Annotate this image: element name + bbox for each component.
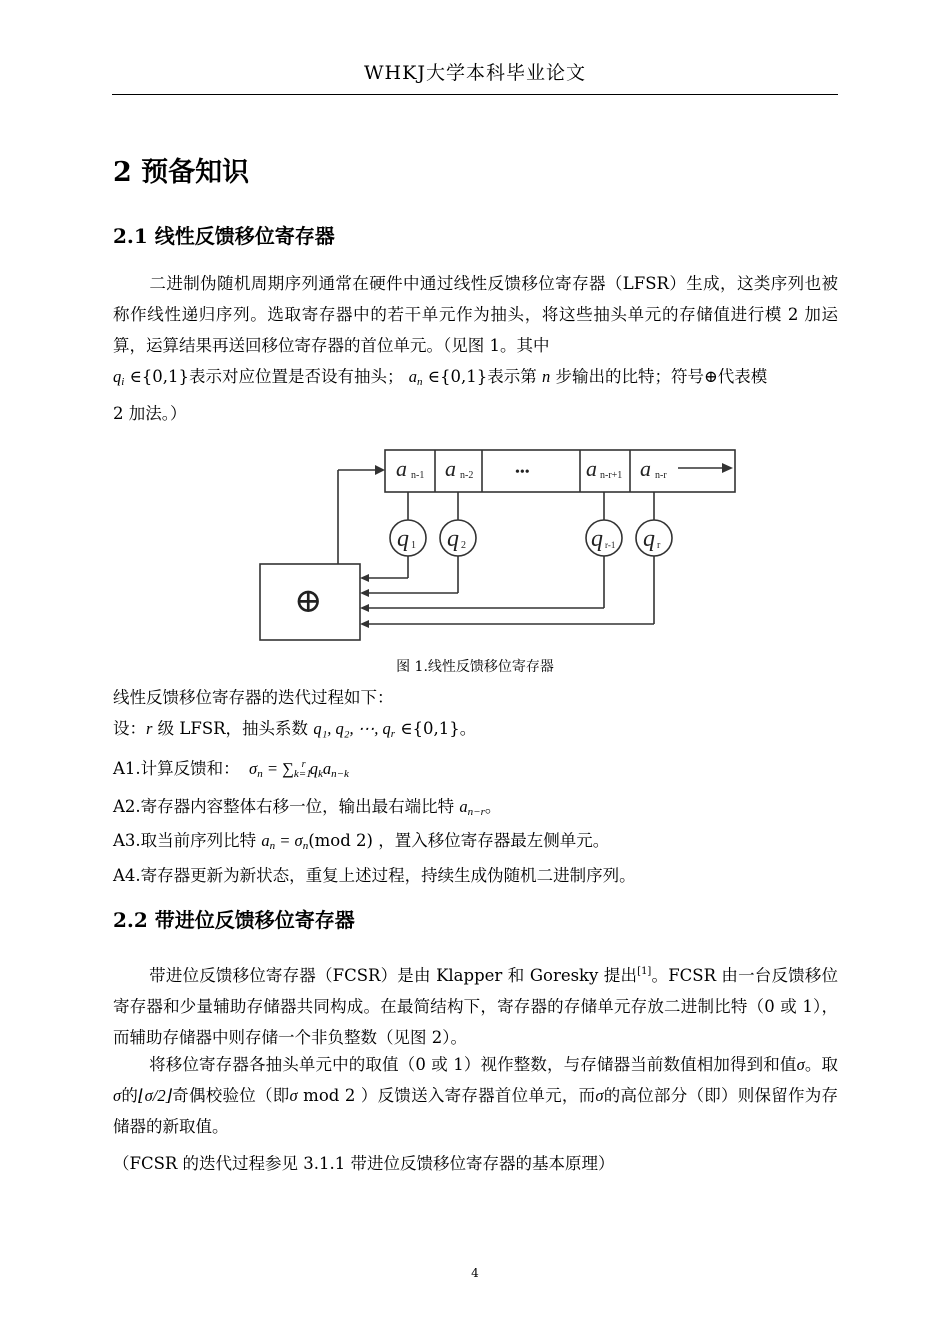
a-set: ∈{0,1}: [427, 367, 488, 386]
fcsr-p2c: 的: [121, 1086, 139, 1105]
step-a1-formula: $\sigma_n = \sum_{k=1}^r$ $q_ka_{n-k}$: [244, 759, 349, 780]
tap-sub-2: 2: [461, 540, 466, 551]
reference-1[interactable]: [1]: [637, 966, 652, 977]
setup-label: 设：: [113, 719, 146, 738]
q-desc: 表示对应位置是否设有抽头；: [189, 367, 404, 386]
cell-label-1: a: [396, 456, 407, 481]
cell-label-4: a: [640, 456, 651, 481]
fcsr-p2d: 奇偶校验位（即: [172, 1086, 290, 1105]
q-var: $q_i$: [113, 367, 125, 388]
cell-label-2: a: [445, 456, 456, 481]
xor-icon: ⊕: [294, 583, 323, 620]
fcsr-p2f: 的高位部分（即）则保留作为存储器的新取值。: [113, 1086, 839, 1136]
subsection-title-2-1: 2.1 线性反馈移位寄存器: [113, 224, 335, 248]
step-a3: A3.取当前序列比特 $a_n = \sigma_n(mod$ 2) ，置入移位寄存器最左侧单元。: [113, 831, 610, 852]
setup-text: 级 LFSR，抽头系数: [157, 719, 309, 738]
iteration-setup: [113, 715, 476, 740]
figure-1-caption: 图 1.线性反馈移位寄存器: [396, 659, 554, 675]
tap-label-4: q: [643, 526, 655, 552]
register-frame: [385, 450, 735, 492]
header-rule: [112, 94, 838, 95]
fcsr-paragraph-2: 将移位寄存器各抽头单元中的取值（0 或 1）视作整数，与存储器当前数值相加得到和值σ。取σ的⌊σ/2⌋奇偶校验位（即σ mod 2 ）反馈送入寄存器首位单元，而σ的高位部分（即）则保留作为存储器的新取值。: [113, 1055, 839, 1136]
a-desc: 表示第: [487, 367, 537, 386]
fcsr-note: （FCSR 的迭代过程参见 3.1.1 带进位反馈移位寄存器的基本原理）: [113, 1154, 615, 1173]
tap-label-1: q: [397, 526, 409, 552]
step-a3-end: ，置入移位寄存器最左侧单元。: [378, 831, 610, 850]
tap-sub-3: r-1: [605, 540, 616, 550]
step-a1-label: A1.计算反馈和：: [113, 759, 240, 778]
fcsr-p2a: 将移位寄存器各抽头单元中的取值（0 或 1）视作整数，与存储器当前数值相加得到和值: [149, 1055, 797, 1074]
q-set: ∈{0,1}: [129, 367, 190, 386]
a-var: $a_n$: [408, 367, 423, 388]
cell-ellipsis: •••: [515, 465, 530, 480]
lfsr-paragraph: [113, 268, 838, 429]
setup-vars: q₁, q₂, ⋯, $q_r$: [313, 719, 396, 740]
step-a3-label: A3.取当前序列比特: [113, 831, 257, 850]
tap-sub-4: r: [657, 540, 661, 551]
cell-sub-2: n-2: [460, 470, 474, 481]
lfsr-paragraph-end: 2 加法。）: [113, 404, 187, 423]
step-a2-var: $a_{n-r}$: [459, 797, 485, 818]
step-a2: A2.寄存器内容整体右移一位，输出最右端比特 $a_{n-r}$。: [113, 797, 502, 818]
subsection-title-2-2: 2.2 带进位反馈移位寄存器: [113, 908, 355, 932]
cell-sub-1: n-1: [411, 470, 425, 481]
lfsr-paragraph-text: 二进制伪随机周期序列通常在硬件中通过线性反馈移位寄存器（LFSR）生成，这类序列也被称作线性递归序列。选取寄存器中的若干单元作为抽头，将这些抽头单元的存储值进行模 2 加运算，运算结果再送回移位寄存器的首位单元。（见图 1。其中: [113, 274, 838, 355]
cell-sub-4: n-r: [655, 470, 667, 481]
cell-sub-3: n-r+1: [600, 470, 623, 481]
fcsr-paragraph-1: [113, 956, 838, 1053]
tap-sub-1: 1: [411, 540, 416, 551]
page-header: WHKJ大学本科毕业论文: [364, 62, 586, 84]
tap-label-2: q: [447, 526, 459, 552]
step-a3-formula: $a_n = \sigma_n$: [261, 831, 309, 852]
fcsr-p1a: 带进位反馈移位寄存器（FCSR）是由 Klapper 和 Goresky 提出: [149, 966, 638, 985]
step-a1: [113, 755, 349, 780]
fcsr-p1b: 。FCSR 由一台反馈移位寄存器和少量辅助存储器共同构成。在最简结构下，寄存器的存储单元存放二进制比特（0 或 1），而辅助存储器中则存储一个非负整数（见图 2）。: [113, 966, 838, 1047]
setup-end: ∈{0,1}。: [400, 719, 477, 738]
n-var: n: [541, 367, 551, 386]
step-a4: A4.寄存器更新为新状态，重复上述过程，持续生成伪随机二进制序列。: [113, 866, 636, 885]
lfsr-diagram: [258, 438, 758, 648]
iteration-intro: 线性反馈移位寄存器的迭代过程如下：: [113, 688, 394, 707]
fcsr-p2e: ）反馈送入寄存器首位单元，而: [360, 1086, 596, 1105]
step-a2-label: A2.寄存器内容整体右移一位，输出最右端比特: [113, 797, 455, 816]
a-desc-2: 步输出的比特；符号⊕代表模: [555, 367, 768, 386]
fcsr-p2b: 。取: [804, 1055, 838, 1074]
r-var: r: [146, 719, 153, 738]
cell-label-3: a: [586, 456, 597, 481]
page-number: 4: [471, 1266, 479, 1280]
tap-label-3: q: [591, 526, 603, 552]
section-title: 2 预备知识: [113, 157, 250, 188]
